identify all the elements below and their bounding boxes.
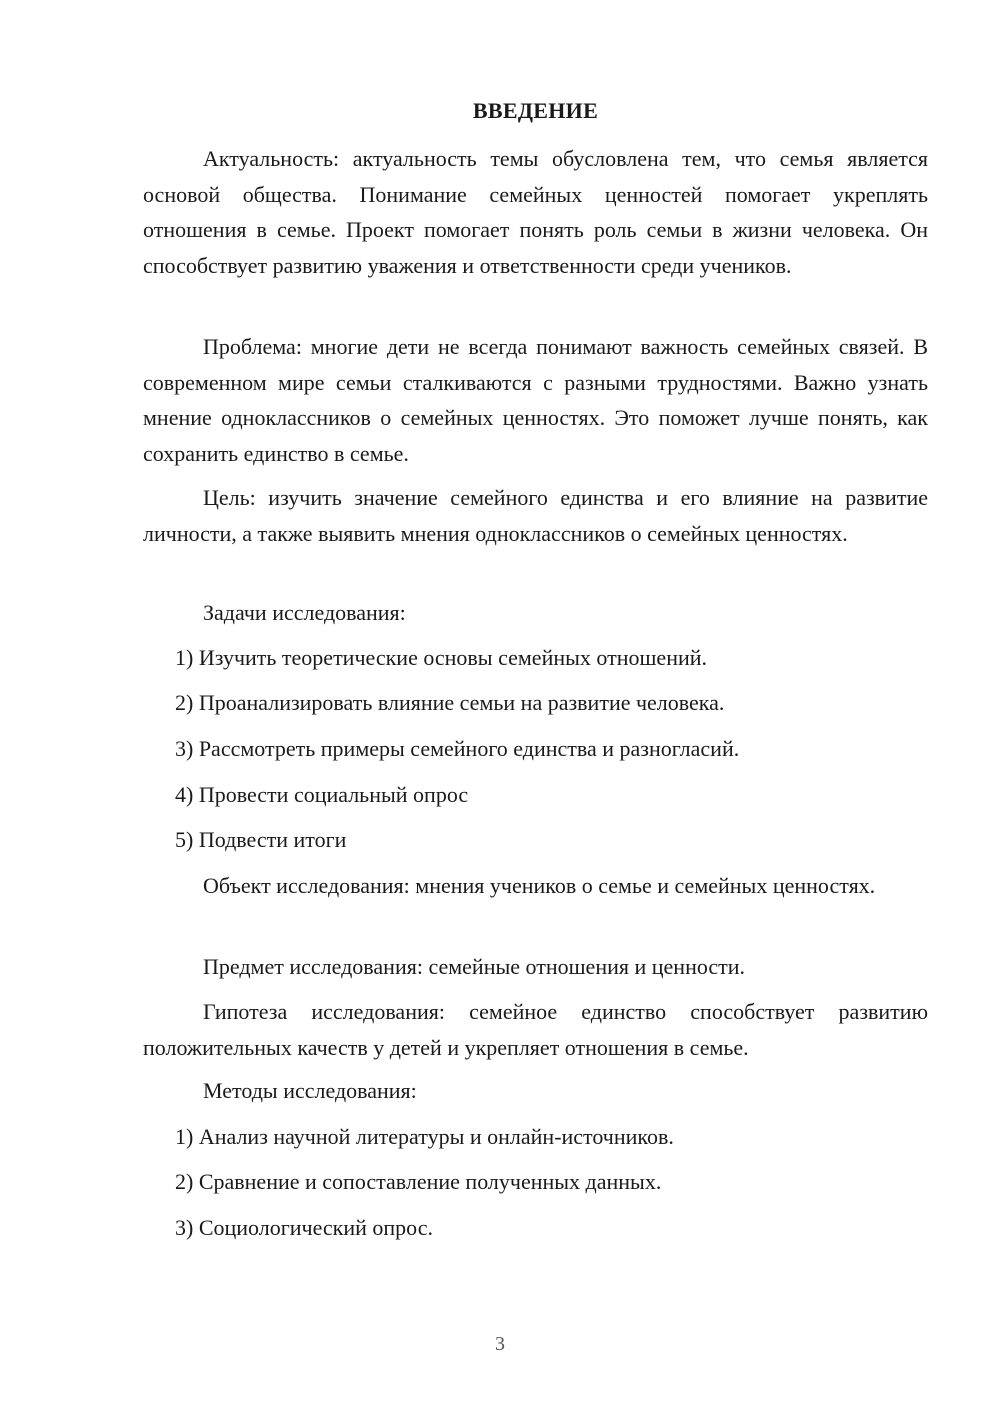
page-title: ВВЕДЕНИЕ xyxy=(472,98,599,123)
task-item: 2) Проанализировать влияние семьи на развитие человека. xyxy=(175,690,725,715)
task-item: 1) Изучить теоретические основы семейных отношений. xyxy=(175,645,708,670)
task-item: 4) Провести социальный опрос xyxy=(175,782,469,807)
object-paragraph: Объект исследования: мнения учеников о семье и семейных ценностях. xyxy=(203,873,876,898)
task-item: 5) Подвести итоги xyxy=(175,827,347,852)
hypothesis-paragraph: Гипотеза исследования: семейное единство способствует развитию положительных качеств у детей и укрепляет отношения в семье. xyxy=(143,999,928,1060)
methods-heading: Методы исследования: xyxy=(203,1078,417,1103)
page-number: 3 xyxy=(495,1333,505,1355)
method-item: 1) Анализ научной литературы и онлайн-источников. xyxy=(175,1124,674,1149)
subject-paragraph: Предмет исследования: семейные отношения и ценности. xyxy=(203,954,746,979)
task-item: 3) Рассмотреть примеры семейного единства и разногласий. xyxy=(175,736,740,761)
relevance-paragraph: Актуальность: актуальность темы обусловлена тем, что семья является основой общества. Понимание семейных ценностей помогает укреплять отношения в семье. Проект помогает понять роль семьи в жизни человека. Он способствует развитию уважения и ответственности среди учеников. xyxy=(143,146,928,278)
goal-paragraph: Цель: изучить значение семейного единства и его влияние на развитие личности, а также выявить мнения одноклассников о семейных ценностях. xyxy=(143,485,928,546)
method-item: 2) Сравнение и сопоставление полученных данных. xyxy=(175,1169,662,1194)
tasks-heading: Задачи исследования: xyxy=(203,600,406,625)
method-item: 3) Социологический опрос. xyxy=(175,1215,433,1240)
problem-paragraph: Проблема: многие дети не всегда понимают важность семейных связей. В современном мире семьи сталкиваются с разными трудностями. Важно узнать мнение одноклассников о семейных ценностях. Это поможет лучше понять, как сохранить единство в семье. xyxy=(143,334,928,466)
